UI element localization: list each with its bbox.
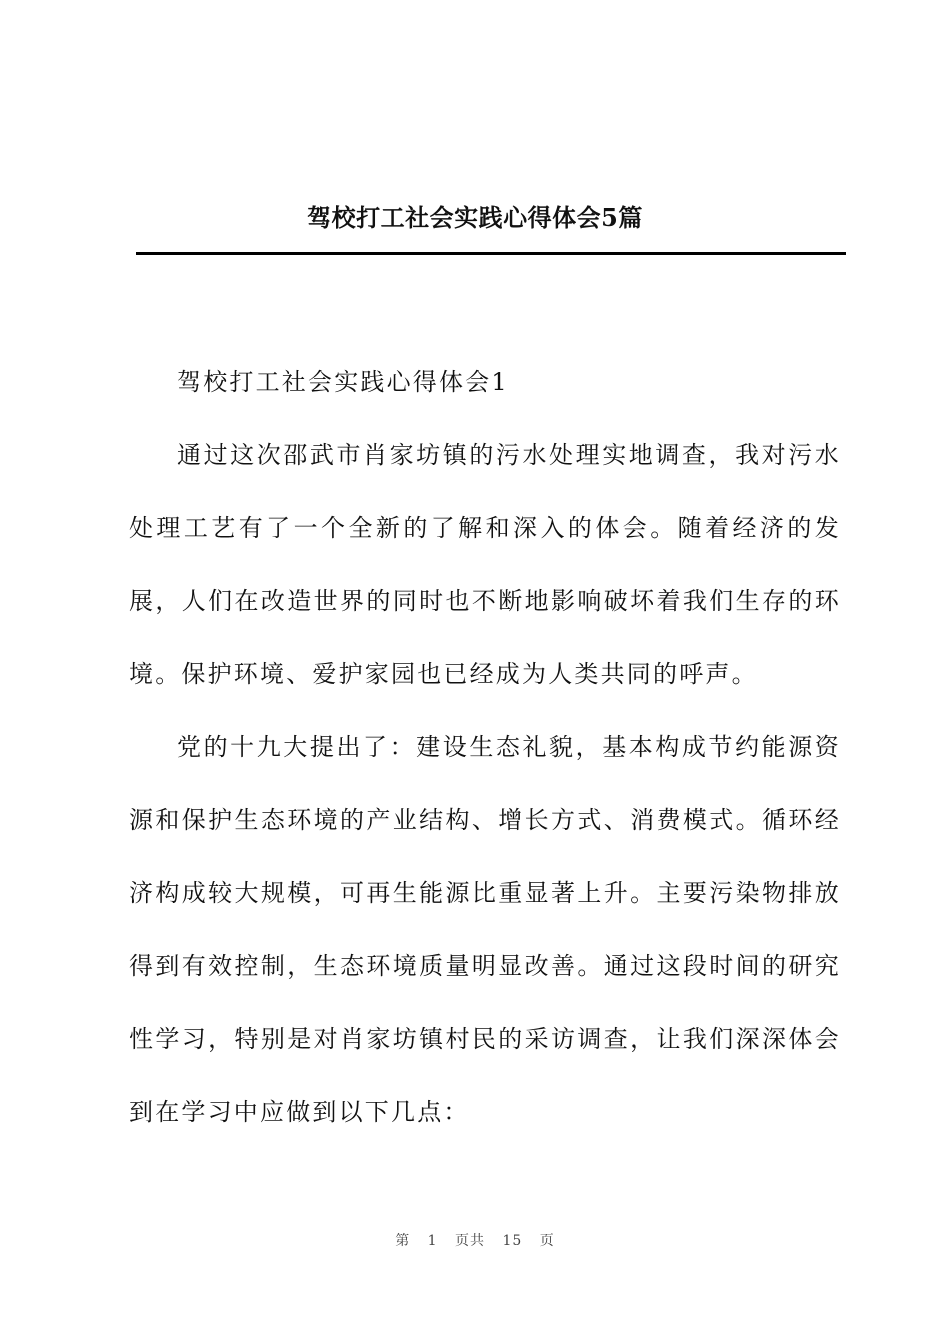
footer-suffix: 页 bbox=[539, 1233, 555, 1249]
section-heading: 驾校打工社会实践心得体会1 bbox=[177, 368, 509, 396]
title-divider bbox=[136, 252, 846, 255]
body-paragraph: 通过这次邵武市肖家坊镇的污水处理实地调查，我对污水处理工艺有了一个全新的了解和深入的体会。随着经济的发展，人们在改造世界的同时也不断地影响破坏着我们生存的环境。保护环境、爱护家园也已经成为人类共同的呼声。 bbox=[129, 441, 841, 688]
document-title: 驾校打工社会实践心得体会5篇 bbox=[307, 203, 643, 232]
document-body bbox=[129, 346, 841, 1149]
footer-prefix: 第 bbox=[395, 1233, 411, 1249]
page-footer bbox=[0, 1230, 950, 1250]
footer-middle: 页共 bbox=[455, 1233, 486, 1249]
body-paragraph: 党的十九大提出了：建设生态礼貌，基本构成节约能源资源和保护生态环境的产业结构、增长方式、消费模式。循环经济构成较大规模，可再生能源比重显著上升。主要污染物排放得到有效控制，生态环境质量明显改善。通过这段时间的研究性学习，特别是对肖家坊镇村民的采访调查，让我们深深体会到在学习中应做到以下几点： bbox=[129, 733, 841, 1126]
footer-total-pages: 15 bbox=[502, 1233, 523, 1249]
footer-page-number: 1 bbox=[427, 1233, 438, 1249]
